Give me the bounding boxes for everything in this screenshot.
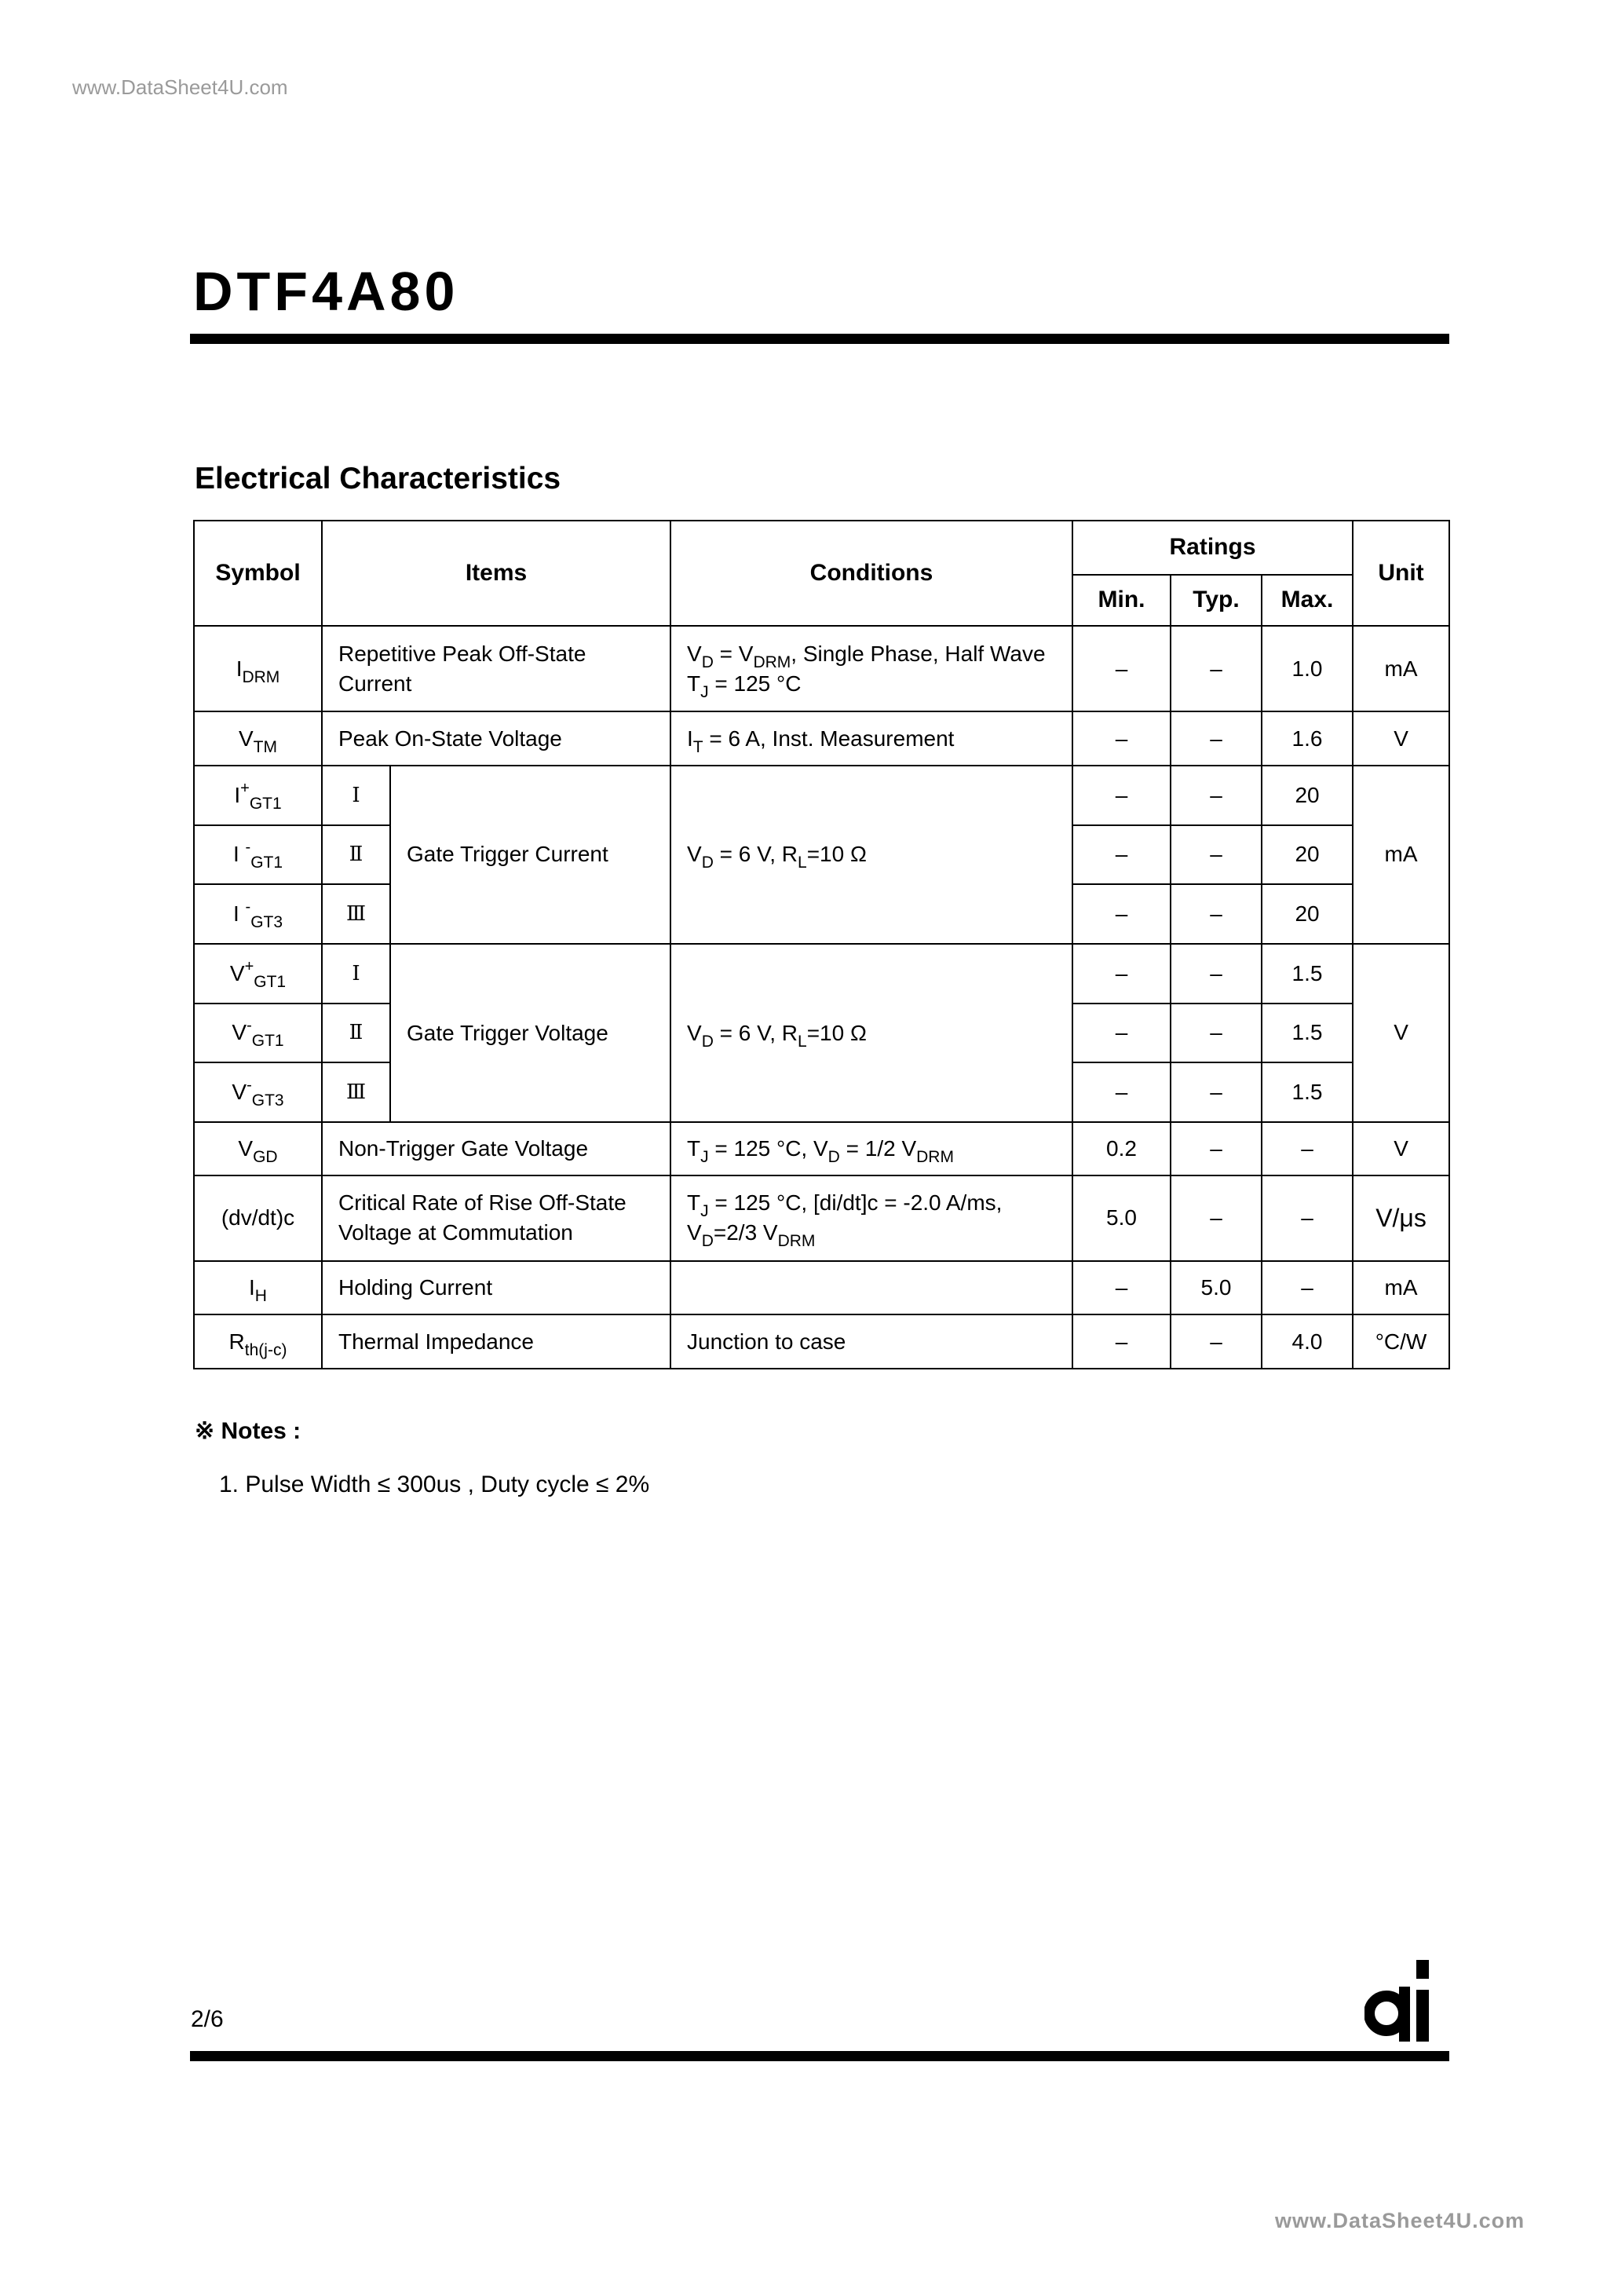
- characteristics-table-wrapper: [193, 520, 1448, 1369]
- symbol-cell: $V_{TM}$: [194, 711, 322, 766]
- document-title: DTF4A80: [193, 261, 459, 322]
- title-rule: [190, 334, 1449, 344]
- unit-cell: mA: [1353, 626, 1449, 711]
- quadrant-cell: Ⅲ: [322, 884, 390, 944]
- unit-cell: V: [1353, 711, 1449, 766]
- min-cell: –: [1072, 825, 1171, 885]
- symbol-cell: $R_{th(j-c)}$: [194, 1314, 322, 1369]
- condition-cell: $I_T = 6$ A, Inst. Measurement: [670, 711, 1072, 766]
- unit-cell: mA: [1353, 1261, 1449, 1315]
- min-cell: –: [1072, 1314, 1171, 1369]
- max-cell: –: [1262, 1261, 1353, 1315]
- condition-cell: $V_D = 6$ V, $R_L=10$ Ω: [670, 944, 1072, 1122]
- section-title: Electrical Characteristics: [195, 462, 561, 495]
- symbol-cell: I -$_{GT3}$: [194, 884, 322, 944]
- min-cell: 5.0: [1072, 1175, 1171, 1261]
- quadrant-cell: Ⅰ: [322, 766, 390, 825]
- max-cell: 1.5: [1262, 1062, 1353, 1122]
- table-row: [194, 626, 1449, 711]
- unit-cell: V/μs: [1353, 1175, 1449, 1261]
- item-cell: Non-Trigger Gate Voltage: [322, 1122, 670, 1175]
- note-item: 1. Pulse Width ≤ 300us , Duty cycle ≤ 2%: [219, 1472, 650, 1497]
- typ-cell: –: [1171, 1062, 1262, 1122]
- header-conditions: Conditions: [670, 521, 1072, 626]
- table-row: [194, 1175, 1449, 1261]
- typ-cell: –: [1171, 1175, 1262, 1261]
- header-row-1: [194, 521, 1449, 575]
- min-cell: –: [1072, 944, 1171, 1004]
- symbol-cell: I -$_{GT1}$: [194, 825, 322, 885]
- max-cell: 1.5: [1262, 1004, 1353, 1063]
- item-cell: Gate Trigger Current: [390, 766, 670, 944]
- typ-cell: 5.0: [1171, 1261, 1262, 1315]
- symbol-cell: $V^+_{GT1}$: [194, 944, 322, 1004]
- max-cell: –: [1262, 1175, 1353, 1261]
- min-cell: –: [1072, 1004, 1171, 1063]
- quadrant-cell: Ⅱ: [322, 1004, 390, 1063]
- header-items: Items: [322, 521, 670, 626]
- item-cell: Peak On-State Voltage: [322, 711, 670, 766]
- unit-cell: V: [1353, 944, 1449, 1122]
- table-row: [194, 1122, 1449, 1175]
- header-ratings: Ratings: [1072, 521, 1353, 575]
- typ-cell: –: [1171, 825, 1262, 885]
- symbol-cell: $V^-_{GT3}$: [194, 1062, 322, 1122]
- max-cell: 20: [1262, 766, 1353, 825]
- symbol-cell: $I_H$: [194, 1261, 322, 1315]
- table-row: [194, 944, 1449, 1004]
- max-cell: 20: [1262, 884, 1353, 944]
- electrical-characteristics-table: [193, 520, 1450, 1369]
- typ-cell: –: [1171, 1314, 1262, 1369]
- item-cell: Critical Rate of Rise Off-State Voltage at Commutation: [322, 1175, 670, 1261]
- condition-cell: $T_J = 125$ °C, [di/dt]c = -2.0 A/ms, $V_D=2/3$ $V_{DRM}$: [670, 1175, 1072, 1261]
- item-cell: Thermal Impedance: [322, 1314, 670, 1369]
- min-cell: –: [1072, 766, 1171, 825]
- item-cell: Repetitive Peak Off-State Current: [322, 626, 670, 711]
- table-row: [194, 1261, 1449, 1315]
- table-row: [194, 711, 1449, 766]
- min-cell: 0.2: [1072, 1122, 1171, 1175]
- typ-cell: –: [1171, 626, 1262, 711]
- table-row: [194, 766, 1449, 825]
- typ-cell: –: [1171, 1004, 1262, 1063]
- max-cell: 20: [1262, 825, 1353, 885]
- unit-cell: mA: [1353, 766, 1449, 944]
- max-cell: 1.5: [1262, 944, 1353, 1004]
- min-cell: –: [1072, 1062, 1171, 1122]
- typ-cell: –: [1171, 884, 1262, 944]
- quadrant-cell: Ⅱ: [322, 825, 390, 885]
- max-cell: 1.0: [1262, 626, 1353, 711]
- condition-cell: $V_D = 6$ V, $R_L=10$ Ω: [670, 766, 1072, 944]
- max-cell: 4.0: [1262, 1314, 1353, 1369]
- min-cell: –: [1072, 626, 1171, 711]
- max-cell: 1.6: [1262, 711, 1353, 766]
- header-unit: Unit: [1353, 521, 1449, 626]
- item-cell: Gate Trigger Voltage: [390, 944, 670, 1122]
- min-cell: –: [1072, 884, 1171, 944]
- watermark-bottom: www.DataSheet4U.com: [1275, 2209, 1525, 2232]
- di-logo-icon: [1364, 1955, 1437, 2043]
- condition-cell: [670, 1261, 1072, 1315]
- symbol-cell: $V_{GD}$: [194, 1122, 322, 1175]
- condition-cell: Junction to case: [670, 1314, 1072, 1369]
- notes-heading: ※ Notes :: [195, 1418, 301, 1444]
- table-row: [194, 1314, 1449, 1369]
- min-cell: –: [1072, 711, 1171, 766]
- typ-cell: –: [1171, 944, 1262, 1004]
- header-typ: Typ.: [1171, 575, 1262, 627]
- quadrant-cell: Ⅲ: [322, 1062, 390, 1122]
- condition-cell: $V_D = V_{DRM}$, Single Phase, Half Wave $T_J = 125$ °C: [670, 626, 1072, 711]
- unit-cell: V: [1353, 1122, 1449, 1175]
- header-symbol: Symbol: [194, 521, 322, 626]
- condition-cell: $T_J = 125$ °C, $V_D = 1/2$ $V_{DRM}$: [670, 1122, 1072, 1175]
- min-cell: –: [1072, 1261, 1171, 1315]
- unit-cell: °C/W: [1353, 1314, 1449, 1369]
- max-cell: –: [1262, 1122, 1353, 1175]
- footer-rule: [190, 2051, 1449, 2061]
- typ-cell: –: [1171, 711, 1262, 766]
- symbol-cell: $I_{DRM}$: [194, 626, 322, 711]
- item-cell: Holding Current: [322, 1261, 670, 1315]
- page-number: 2/6: [191, 2006, 224, 2032]
- quadrant-cell: Ⅰ: [322, 944, 390, 1004]
- symbol-cell: (dv/dt)c: [194, 1175, 322, 1261]
- watermark-top: www.DataSheet4U.com: [72, 75, 288, 99]
- typ-cell: –: [1171, 766, 1262, 825]
- symbol-cell: $V^-_{GT1}$: [194, 1004, 322, 1063]
- header-min: Min.: [1072, 575, 1171, 627]
- typ-cell: –: [1171, 1122, 1262, 1175]
- header-max: Max.: [1262, 575, 1353, 627]
- symbol-cell: $I^+_{GT1}$: [194, 766, 322, 825]
